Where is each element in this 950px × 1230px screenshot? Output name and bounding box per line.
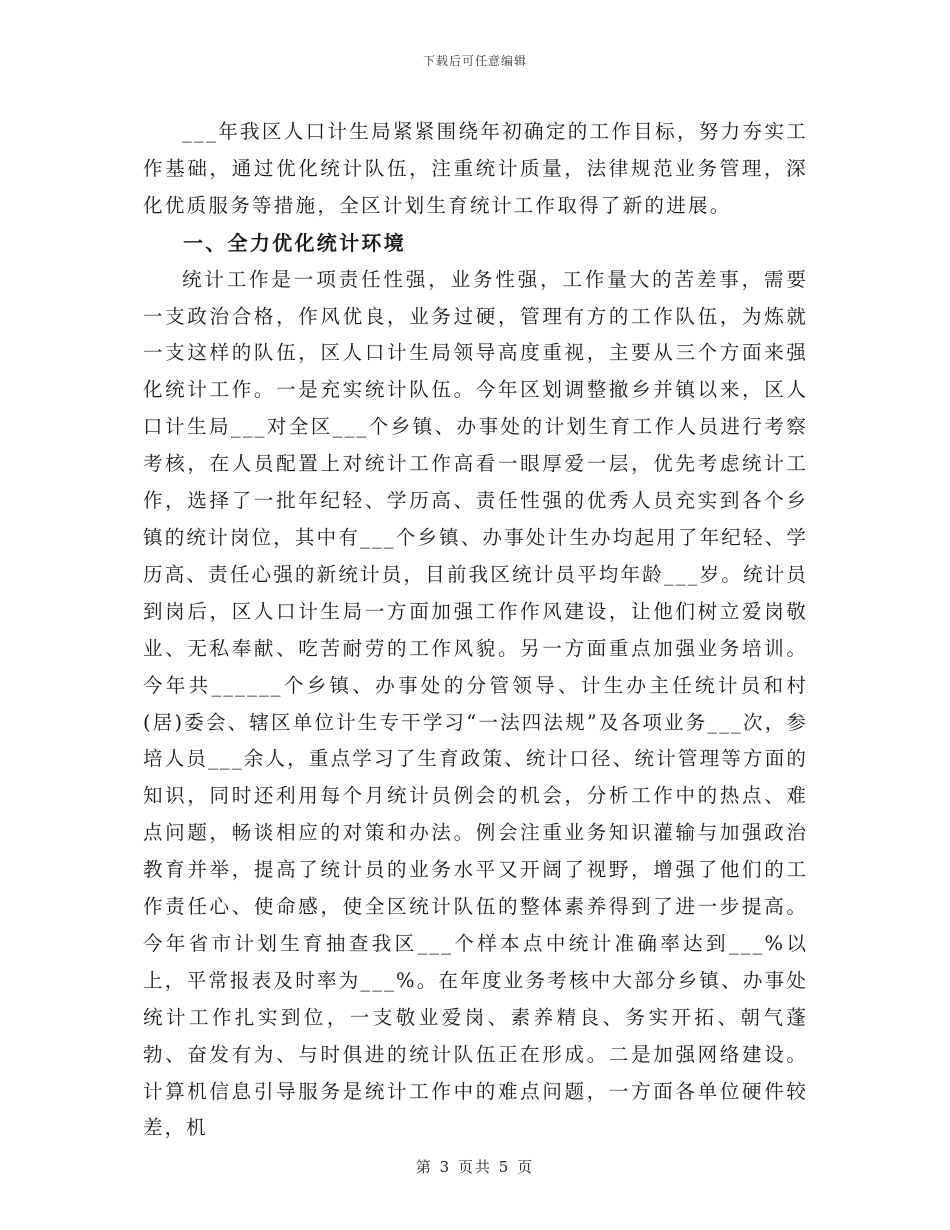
intro-paragraph: ___年我区人口计生局紧紧围绕年初确定的工作目标，努力夯实工作基础，通过优化统计队伍，注重统计质量，法律规范业务管理，深化优质服务等措施，全区计划生育统计工作取得了新的进展。: [143, 120, 808, 217]
section-heading: 一、全力优化统计环境: [183, 230, 406, 255]
document-body: [143, 114, 808, 1147]
page-header: 下载后可任意编辑: [422, 54, 527, 68]
page-number-footer: 第 3 页共 5 页: [415, 1158, 535, 1176]
section-body-paragraph: 统计工作是一项责任性强，业务性强，工作量大的苦差事，需要一支政治合格，作风优良，业务过硬，管理有方的工作队伍，为炼就一支这样的队伍，区人口计生局领导高度重视，主要从三个方面来强化统计工作。一是充实统计队伍。今年区划调整撤乡并镇以来，区人口计生局___对全区___个乡镇、办事处的计划生育工作人员进行考察考核，在人员配置上对统计工作高看一眼厚爱一层，优先考虑统计工作，选择了一批年纪轻、学历高、责任性强的优秀人员充实到各个乡镇的统计岗位，其中有___个乡镇、办事处计生办均起用了年纪轻、学历高、责任心强的新统计员，目前我区统计员平均年龄___岁。统计员到岗后，区人口计生局一方面加强工作作风建设，让他们树立爱岗敬业、无私奉献、吃苦耐劳的工作风貌。另一方面重点加强业务培训。今年共______个乡镇、办事处的分管领导、计生办主任统计员和村(居)委会、辖区单位计生专干学习“一法四法规”及各项业务___次，参培人员___余人，重点学习了生育政策、统计口径、统计管理等方面的知识，同时还利用每个月统计员例会的机会，分析工作中的热点、难点问题，畅谈相应的对策和办法。例会注重业务知识灌输与加强政治教育并举，提高了统计员的业务水平又开阔了视野，增强了他们的工作责任心、使命感，使全区统计队伍的整体素养得到了进一步提高。今年省市计划生育抽查我区___个样本点中统计准确率达到___%以上，平常报表及时率为___%。在年度业务考核中大部分乡镇、办事处统计工作扎实到位，一支敬业爱岗、素养精良、务实开拓、朝气蓬勃、奋发有为、与时俱进的统计队伍正在形成。二是加强网络建设。计算机信息引导服务是统计工作中的难点问题，一方面各单位硬件较差，机: [143, 267, 808, 1140]
